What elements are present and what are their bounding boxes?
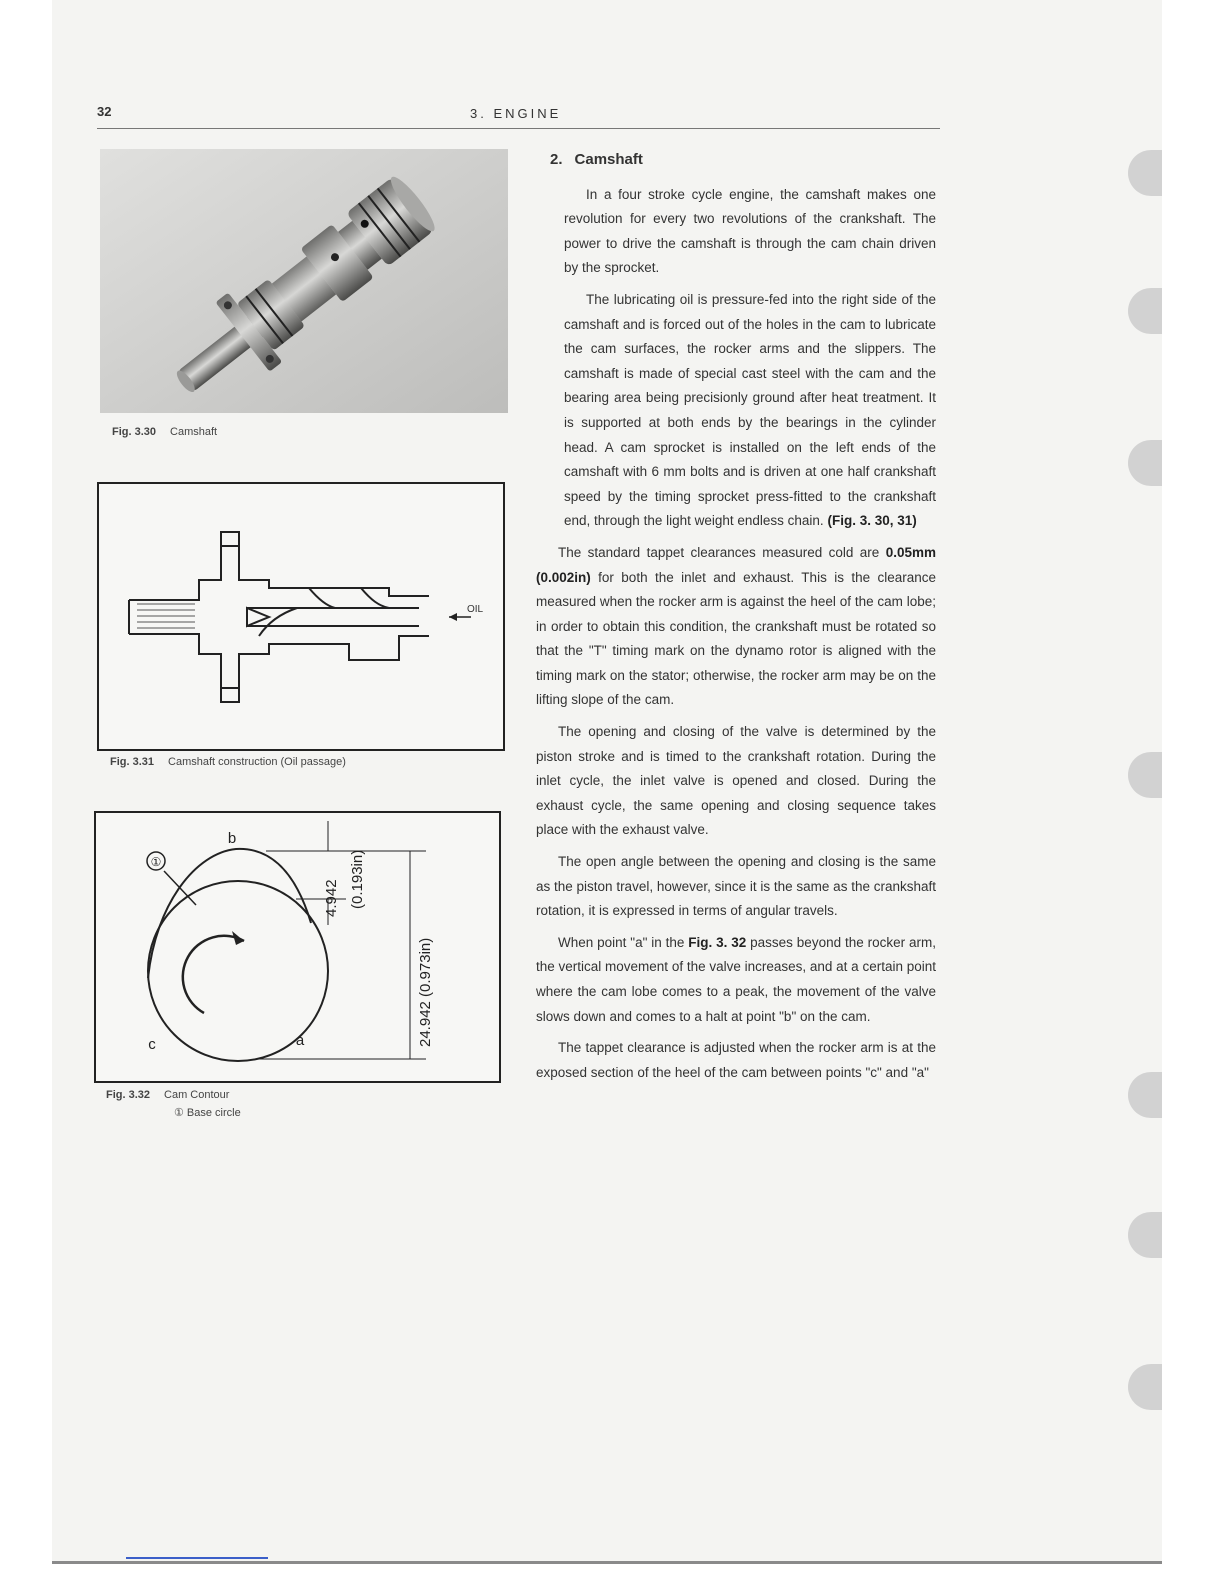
paragraph-6 <box>536 931 936 1029</box>
fig-3-31-caption <box>110 756 346 768</box>
bottom-edge <box>52 1561 1162 1564</box>
paragraph-2 <box>536 288 936 534</box>
point-b-label: b <box>227 830 237 847</box>
fig-3-32-caption <box>106 1089 229 1101</box>
paragraph-4: The opening and closing of the valve is determined by the piston stroke and is timed to the crankshaft rotation. During the inlet cycle, the inlet valve is opened and closed. During the exhaust cycle, the same opening and closing sequence takes place with the exhaust valve. <box>536 724 936 838</box>
paragraph-1: In a four stroke cycle engine, the camshaft makes one revolution for every two revolutions of the crankshaft. The power to drive the camshaft is through the cam chain driven by the sprocket. <box>564 186 936 276</box>
fig-3-30-number: Fig. 3.30 <box>112 426 157 438</box>
body-text <box>536 148 936 1092</box>
paragraph-2-figref: (Fig. 3. 30, 31) <box>827 513 917 529</box>
dim-total: 24.942 (0.973in) <box>417 937 434 1047</box>
page-number: 32 <box>97 104 112 119</box>
fig-3-31-diagram <box>97 482 505 751</box>
fig-3-31-title: Camshaft construction (Oil passage) <box>168 756 346 768</box>
paragraph-5: The open angle between the opening and closing is the same as the piston travel, however, since it is the same as the crankshaft rotation, it is expressed in terms of angular travels. <box>536 854 936 919</box>
fig-3-32-diagram <box>94 811 501 1083</box>
dim-lift-inch: (0.193in) <box>349 849 366 909</box>
base-circle-marker: ① <box>150 855 162 869</box>
fig-3-32-number: Fig. 3.32 <box>106 1089 151 1101</box>
paragraph-6-figref: Fig. 3. 32 <box>688 934 747 950</box>
fig-3-32-title: Cam Contour <box>164 1089 230 1101</box>
paragraph-3-text-b: for both the inlet and exhaust. This is the clearance measured when the rocker arm is against the heel of the cam lobe; in order to obtain this condition, the crankshaft must be rotated so that the "T" timing mark on the dynamo rotor is aligned with the timing mark on the stator; otherwise, the rocker arm may be on the lifting slope of the cam. <box>536 569 936 708</box>
paragraph-3 <box>536 541 936 713</box>
fig-3-30-caption <box>112 426 217 438</box>
paragraph-6-text-a: When point "a" in the <box>558 934 685 950</box>
paragraph-7: The tappet clearance is adjusted when the rocker arm is at the exposed section of the heel of the cam between points "c" and "a" <box>536 1040 936 1080</box>
section-heading <box>550 148 936 173</box>
paragraph-3-text-a: The standard tappet clearances measured cold are <box>558 544 880 560</box>
paragraph-3-clearance: 0.05mm (0.002in) <box>536 544 936 585</box>
bottom-link-bar <box>126 1557 268 1559</box>
fig-3-31-number: Fig. 3.31 <box>110 756 155 768</box>
header-rule <box>97 128 940 129</box>
section-title: Camshaft <box>574 151 643 168</box>
fig-3-30-title: Camshaft <box>170 426 218 438</box>
camshaft-photo <box>100 149 508 413</box>
dim-lift-value: 4.942 <box>323 879 340 917</box>
paragraph-2-text: The lubricating oil is pressure-fed into the right side of the camshaft and is forced out of the holes in the cam to lubricate the cam surfaces, the rocker arms and the slippers. The camshaft is made of special cast steel with the cam and the bearing area being precisionly ground after heat treatment. It is supported at both ends by the bearings in the cylinder head. A cam sprocket is installed on the left ends of the camshaft with 6 mm bolts and is driven at one half crankshaft speed by the timing sprocket press-fitted to the crankshaft end, through the light weight endless chain. <box>564 291 936 529</box>
running-head: 3. ENGINE <box>470 106 562 121</box>
oil-label: OIL <box>467 604 484 615</box>
point-c-label: c <box>148 1036 156 1053</box>
paragraph-6-text-b: passes beyond the rocker arm, the vertical movement of the valve increases, and at a certain point where the cam lobe comes to a peak, the movement of the valve slows down and comes to a halt at point "b" on the cam. <box>536 934 936 1024</box>
point-a-label: a <box>295 1032 305 1049</box>
fig-3-32-legend: ① Base circle <box>174 1107 241 1119</box>
section-number: 2. <box>550 151 563 168</box>
